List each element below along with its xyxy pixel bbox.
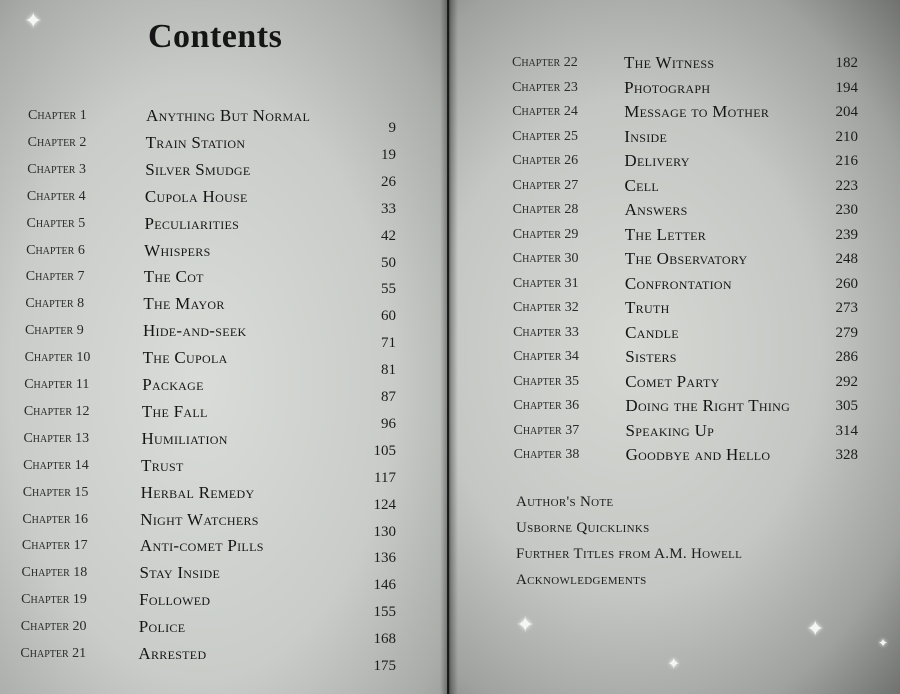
chapter-entry	[512, 202, 858, 226]
chapter-number: Chapter 9	[24, 323, 84, 339]
chapter-number: Chapter 21	[20, 646, 87, 661]
chapter-title: Package	[142, 375, 204, 394]
chapter-number: Chapter 27	[512, 177, 579, 193]
chapter-number: Chapter 15	[22, 484, 89, 500]
left-contents-list	[20, 106, 400, 674]
chapter-entry	[512, 153, 858, 177]
chapter-title: Followed	[139, 590, 211, 610]
chapter-number: Chapter 20	[20, 619, 87, 635]
chapter-number: Chapter 22	[512, 55, 578, 70]
page-number: 50	[381, 254, 396, 271]
chapter-title: The Letter	[624, 224, 707, 244]
chapter-title: Whispers	[144, 240, 211, 260]
chapter-entry	[512, 55, 858, 79]
page-number: 55	[381, 281, 396, 298]
right-contents-list	[512, 55, 858, 475]
page-number: 81	[381, 362, 396, 379]
book-gutter	[440, 0, 458, 694]
chapter-title: The Observatory	[624, 249, 748, 268]
chapter-entry	[24, 348, 400, 379]
chapter-number: Chapter 31	[512, 275, 579, 291]
chapter-entry	[26, 240, 400, 271]
page-number: 87	[381, 389, 396, 405]
chapter-entry	[512, 224, 858, 251]
sparkle-star-icon: ✦	[667, 656, 681, 673]
page-number: 194	[835, 79, 858, 96]
chapter-entry	[512, 322, 858, 349]
page-number: 260	[835, 275, 858, 292]
chapter-number: Chapter 6	[26, 242, 85, 258]
chapter-entry	[512, 371, 858, 398]
page-number: 168	[373, 631, 396, 648]
chapter-title: Doing the Right Thing	[625, 396, 791, 415]
chapter-entry	[512, 420, 858, 447]
chapter-entry	[512, 398, 858, 422]
chapter-title: Confrontation	[624, 273, 732, 293]
chapter-number: Chapter 36	[513, 398, 580, 413]
chapter-number: Chapter 13	[23, 430, 90, 446]
chapter-entry	[25, 267, 400, 298]
page-number: 26	[381, 173, 396, 190]
chapter-title: Anti-comet Pills	[139, 536, 264, 556]
page-number: 105	[373, 442, 396, 459]
chapter-number: Chapter 11	[24, 377, 90, 392]
page-number: 305	[835, 398, 858, 414]
chapter-title: Cupola House	[144, 186, 248, 206]
chapter-number: Chapter 7	[25, 269, 85, 285]
chapter-title: Speaking Up	[625, 420, 715, 440]
page-number: 71	[381, 335, 396, 352]
page-number: 248	[835, 251, 858, 267]
back-matter-item: Acknowledgements	[516, 572, 647, 588]
chapter-title: Silver Smudge	[145, 159, 251, 179]
page-number: 204	[835, 104, 858, 120]
chapter-number: Chapter 12	[23, 403, 90, 419]
chapter-entry	[21, 590, 400, 621]
chapter-entry	[24, 375, 400, 405]
page-number: 9	[388, 120, 396, 136]
chapter-number: Chapter 2	[27, 134, 87, 150]
chapter-entry	[21, 563, 400, 594]
page-number: 182	[835, 55, 858, 71]
chapter-entry	[27, 132, 400, 163]
chapter-number: Chapter 30	[512, 251, 579, 266]
chapter-number: Chapter 8	[25, 296, 85, 312]
chapter-number: Chapter 35	[513, 373, 580, 389]
left-page	[0, 0, 447, 694]
chapter-title: Trust	[141, 455, 184, 475]
chapter-number: Chapter 37	[513, 422, 580, 438]
chapter-title: Goodbye and Hello	[625, 445, 771, 464]
chapter-entry	[25, 294, 400, 325]
chapter-entry	[512, 447, 858, 471]
chapter-entry	[26, 213, 400, 244]
back-matter-item: Usborne Quicklinks	[516, 520, 650, 536]
page-number: 155	[373, 604, 396, 621]
page-number: 216	[835, 153, 858, 169]
page-number: 42	[381, 227, 396, 244]
chapter-entry	[20, 644, 400, 674]
chapter-entry	[27, 159, 400, 190]
page-number: 328	[835, 447, 858, 463]
page-number: 146	[373, 577, 396, 594]
right-page	[449, 0, 900, 694]
chapter-title: The Fall	[141, 401, 208, 421]
chapter-number: Chapter 24	[512, 104, 578, 119]
chapter-entry	[512, 175, 858, 202]
chapter-entry	[26, 186, 400, 217]
chapter-number: Chapter 34	[513, 349, 579, 364]
chapter-title: Message to Mother	[624, 102, 770, 121]
chapter-title: Arrested	[138, 644, 207, 663]
chapter-number: Chapter 5	[26, 215, 86, 231]
chapter-title: Night Watchers	[140, 509, 259, 529]
chapter-title: Comet Party	[625, 371, 720, 391]
page-number: 230	[835, 202, 858, 218]
chapter-title: Delivery	[624, 151, 690, 170]
chapter-title: Humiliation	[141, 428, 228, 448]
sparkle-star-icon: ✦	[516, 612, 535, 637]
chapter-number: Chapter 32	[513, 300, 579, 315]
chapter-number: Chapter 10	[24, 350, 91, 366]
chapter-title: Herbal Remedy	[140, 482, 255, 502]
page-number: 279	[835, 324, 858, 341]
page-number: 124	[373, 496, 396, 513]
chapter-number: Chapter 26	[512, 153, 579, 168]
page-title: Contents	[148, 18, 283, 55]
page-number: 33	[381, 200, 396, 217]
chapter-number: Chapter 14	[23, 457, 89, 473]
chapter-number: Chapter 18	[21, 565, 88, 581]
page-number: 60	[381, 308, 396, 325]
chapter-title: The Mayor	[143, 294, 225, 314]
chapter-entry	[24, 321, 400, 352]
chapter-title: Truth	[625, 298, 670, 317]
chapter-title: Anything But Normal	[146, 106, 311, 125]
chapter-entry	[23, 401, 400, 432]
chapter-number: Chapter 33	[513, 324, 579, 340]
sparkle-star-icon: ✦	[24, 8, 43, 33]
sparkle-star-icon: ✦	[878, 636, 889, 650]
page-number: 223	[835, 177, 858, 194]
chapter-title: Stay Inside	[139, 563, 221, 583]
page-number: 273	[835, 300, 858, 316]
chapter-entry	[512, 77, 858, 104]
page-number: 239	[835, 226, 858, 243]
page-number: 292	[835, 373, 858, 390]
chapter-title: Police	[138, 617, 186, 637]
chapter-number: Chapter 29	[512, 226, 579, 242]
chapter-title: The Cot	[143, 267, 204, 287]
chapter-title: Candle	[625, 322, 679, 342]
chapter-title: The Witness	[624, 53, 715, 72]
chapter-number: Chapter 17	[21, 538, 88, 554]
chapter-number: Chapter 38	[513, 447, 580, 462]
chapter-number: Chapter 16	[22, 511, 89, 527]
chapter-entry	[512, 251, 858, 275]
page-number: 130	[373, 523, 396, 540]
page-number: 314	[835, 422, 858, 439]
chapter-title: The Cupola	[142, 348, 228, 368]
chapter-title: Peculiarities	[144, 213, 240, 233]
chapter-entry	[512, 104, 858, 128]
page-number: 96	[381, 415, 396, 432]
chapter-title: Photograph	[624, 77, 711, 97]
chapter-entry	[512, 349, 858, 373]
chapter-entry	[28, 106, 400, 136]
back-matter-item: Author's Note	[516, 494, 614, 510]
back-matter-item: Further Titles from A.M. Howell	[516, 546, 743, 562]
sparkle-star-icon: ✦	[806, 616, 825, 641]
chapter-entry	[512, 126, 858, 153]
chapter-title: Hide-and-seek	[142, 321, 247, 341]
chapter-title: Sisters	[625, 347, 677, 366]
chapter-entry	[23, 455, 400, 486]
chapter-title: Train Station	[145, 132, 246, 152]
page-number: 19	[381, 146, 396, 163]
page-number: 286	[835, 349, 858, 365]
chapter-entry	[22, 482, 400, 513]
page-number: 175	[373, 658, 396, 674]
chapter-title: Cell	[624, 175, 660, 195]
chapter-title: Answers	[624, 200, 688, 219]
chapter-entry	[512, 300, 858, 324]
chapter-number: Chapter 28	[512, 202, 579, 217]
chapter-number: Chapter 19	[21, 592, 87, 608]
chapter-number: Chapter 23	[512, 79, 578, 95]
page-number: 136	[373, 550, 396, 567]
chapter-entry	[23, 428, 400, 459]
chapter-number: Chapter 3	[27, 161, 86, 177]
chapter-title: Inside	[624, 126, 668, 146]
chapter-entry	[512, 273, 858, 300]
page-number: 210	[835, 128, 858, 145]
chapter-entry	[21, 536, 400, 567]
chapter-number: Chapter 25	[512, 128, 579, 144]
page-number: 117	[374, 469, 396, 486]
chapter-entry	[20, 617, 400, 648]
chapter-number: Chapter 4	[26, 188, 86, 204]
chapter-number: Chapter 1	[28, 108, 87, 123]
chapter-entry	[22, 509, 400, 540]
